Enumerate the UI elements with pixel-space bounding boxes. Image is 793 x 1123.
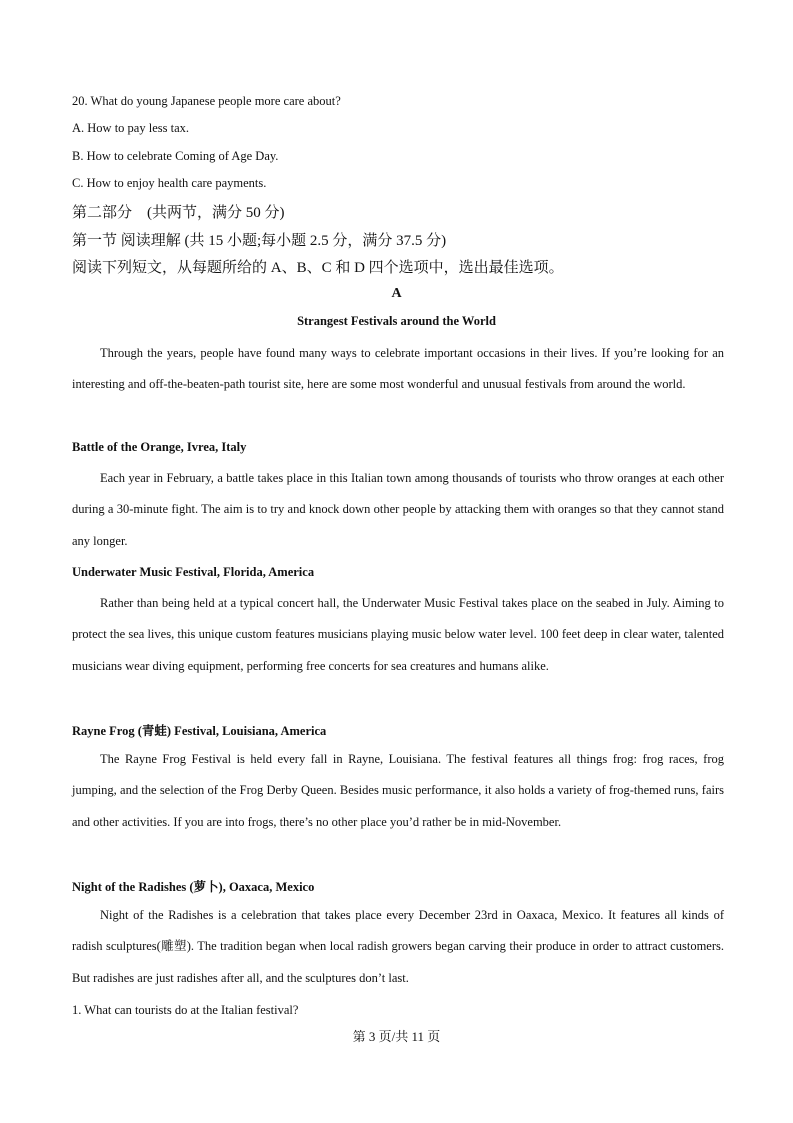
option-b: B. How to celebrate Coming of Age Day. [72,149,279,163]
passage-letter: A [391,286,402,301]
paragraph-florida: Rather than being held at a typical concert hall, the Underwater Music Festival takes place on the seabed in July. Aiming to protect the sea lives, this unique custom features musicians playing music below water level. 100 feet deep in clear water, talented musicians wear diving equipment, performing free concerts for sea creatures and humans alike. [72,596,724,673]
heading-mexico: Night of the Radishes (萝卜), Oaxaca, Mexico [72,880,315,894]
part-two-heading: 第二部分 (共两节，满分 50 分) [72,205,285,221]
paragraph-louisiana: The Rayne Frog Festival is held every fall in Rayne, Louisiana. The festival features all things frog: frog races, frog jumping, and the selection of the Frog Derby Queen. Besides music performance, it also holds a variety of frog-themed runs, fairs and other activities. If you are into frogs, there’s no other place you’d rather be in mid-November. [72,752,724,829]
passage-title: Strangest Festivals around the World [297,314,496,328]
heading-florida: Underwater Music Festival, Florida, America [72,565,315,579]
option-c: C. How to enjoy health care payments. [72,176,267,190]
intro-paragraph: Through the years, people have found many ways to celebrate important occasions in their lives. If you’re looking for an interesting and off-the-beaten-path tourist site, here are some most wonderful and unusual festivals from around the world. [72,346,724,392]
option-a: A. How to pay less tax. [72,121,189,135]
heading-louisiana: Rayne Frog (青蛙) Festival, Louisiana, America [72,724,327,738]
paragraph-italy: Each year in February, a battle takes place in this Italian town among thousands of tourists who throw oranges at each other during a 30-minute fight. The aim is to try and knock down other people by attacking them with oranges so that they cannot stand any longer. [72,471,724,548]
question-1: 1. What can tourists do at the Italian festival? [72,1003,299,1017]
page-footer: 第 3 页/共 11 页 [352,1029,441,1044]
paragraph-mexico: Night of the Radishes is a celebration that takes place every December 23rd in Oaxaca, Mexico. It features all kinds of radish sculptures(雕塑). The tradition began when local radish growers began carving their produce in order to attract customers. But radishes are just radishes after all, and the sculptures don’t last. [72,908,724,985]
reading-instruction: 阅读下列短文，从每题所给的 A、B、C 和 D 四个选项中，选出最佳选项。 [72,260,564,276]
heading-italy: Battle of the Orange, Ivrea, Italy [72,440,247,454]
question-20-stem: 20. What do young Japanese people more care about? [72,94,341,108]
section-one-heading: 第一节 阅读理解 (共 15 小题;每小题 2.5 分，满分 37.5 分) [72,233,447,249]
